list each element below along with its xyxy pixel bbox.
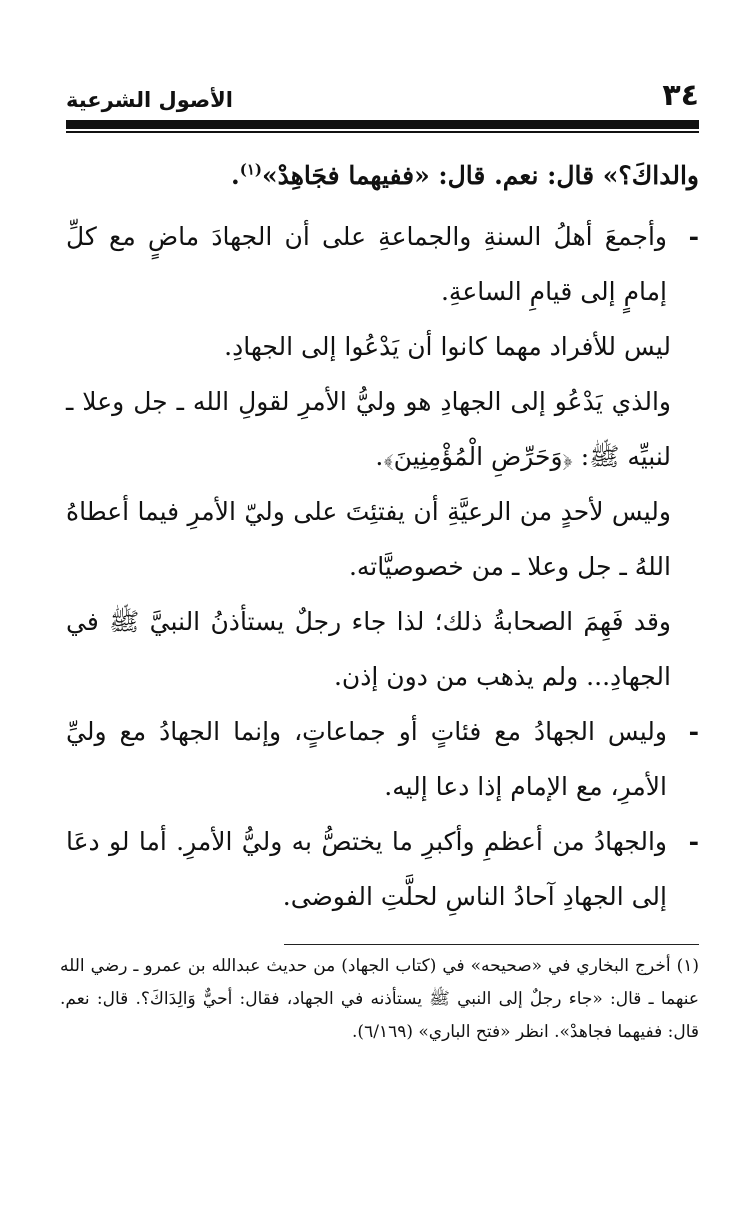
footnote-separator bbox=[284, 944, 699, 945]
footnote-1 bbox=[60, 950, 699, 1049]
header-rule-thin bbox=[66, 131, 699, 133]
page-number: ٣٤ bbox=[662, 78, 699, 113]
header-rule-thick bbox=[66, 120, 699, 129]
footnotes bbox=[60, 950, 699, 1049]
footnote-text: أخرج البخاري في «صحيحه» في (كتاب الجهاد) من حديث عبدالله بن عمرو ـ رضي الله عنهما ـ قال: «جاء رجلٌ إلى النبي ﷺ يستأذنه في الجهاد، فقال: أحيٌّ وَالِدَاكَ؟. قال: نعم. قال: ففيهما فجاهدْ». انظر «فتح الباري» (٦/١٦٩). bbox=[60, 956, 699, 1042]
main-text bbox=[66, 148, 699, 924]
paragraph-ruler-calls: والذي يَدْعُو إلى الجهادِ هو وليُّ الأمرِ لقولِ الله ـ جل وعلا ـ لنبيِّه ﷺ: ﴿وَحَرِّضِ الْمُؤْمِنِينَ﴾. bbox=[66, 387, 671, 471]
continued-hadith-text: والداكَ؟» قال: نعم. قال: «ففيهما فجَاهِدْ» bbox=[262, 161, 699, 190]
bullet-dash: - bbox=[688, 222, 699, 251]
paragraph-individuals: ليس للأفراد مهما كانوا أن يَدْعُوا إلى الجهادِ. bbox=[224, 332, 671, 361]
paragraph-groups bbox=[66, 704, 699, 814]
paragraph-groups-text: وليس الجهادُ مع فئاتٍ أو جماعاتٍ، وإنما الجهادُ مع وليِّ الأمرِ، مع الإمام إذا دعا إليه. bbox=[66, 717, 667, 801]
footnote-reference: (١) bbox=[239, 160, 262, 179]
continued-hadith bbox=[66, 148, 699, 203]
running-title: الأصول الشرعية bbox=[66, 88, 233, 112]
paragraph-greatest-text: والجهادُ من أعظمِ وأكبرِ ما يختصُّ به وليُّ الأمرِ. أما لو دعَا إلى الجهادِ آحادُ الناسِ لحلَّتِ الفوضى. bbox=[66, 827, 667, 911]
continued-hadith-end: . bbox=[231, 161, 240, 190]
bullet-dash: - bbox=[688, 827, 699, 856]
paragraph-subjects: وليس لأحدٍ من الرعيَّةِ أن يفتئِتَ على وليّ الأمرِ فيما أعطاهُ اللهُ ـ جل وعلا ـ من خصوصيَّاته. bbox=[66, 497, 671, 581]
bullet-dash: - bbox=[688, 717, 699, 746]
paragraph-greatest bbox=[66, 814, 699, 924]
paragraph-consensus-text: وأجمعَ أهلُ السنةِ والجماعةِ على أن الجهادَ ماضٍ مع كلِّ إمامٍ إلى قيامِ الساعةِ. bbox=[66, 222, 667, 306]
paragraph-companions: وقد فَهِمَ الصحابةُ ذلك؛ لذا جاء رجلٌ يستأذنُ النبيَّ ﷺ في الجهادِ... ولم يذهب من دون إذن. bbox=[66, 607, 671, 691]
footnote-number: (١) bbox=[676, 956, 699, 976]
page-header bbox=[66, 78, 699, 120]
paragraph-consensus bbox=[66, 209, 699, 319]
